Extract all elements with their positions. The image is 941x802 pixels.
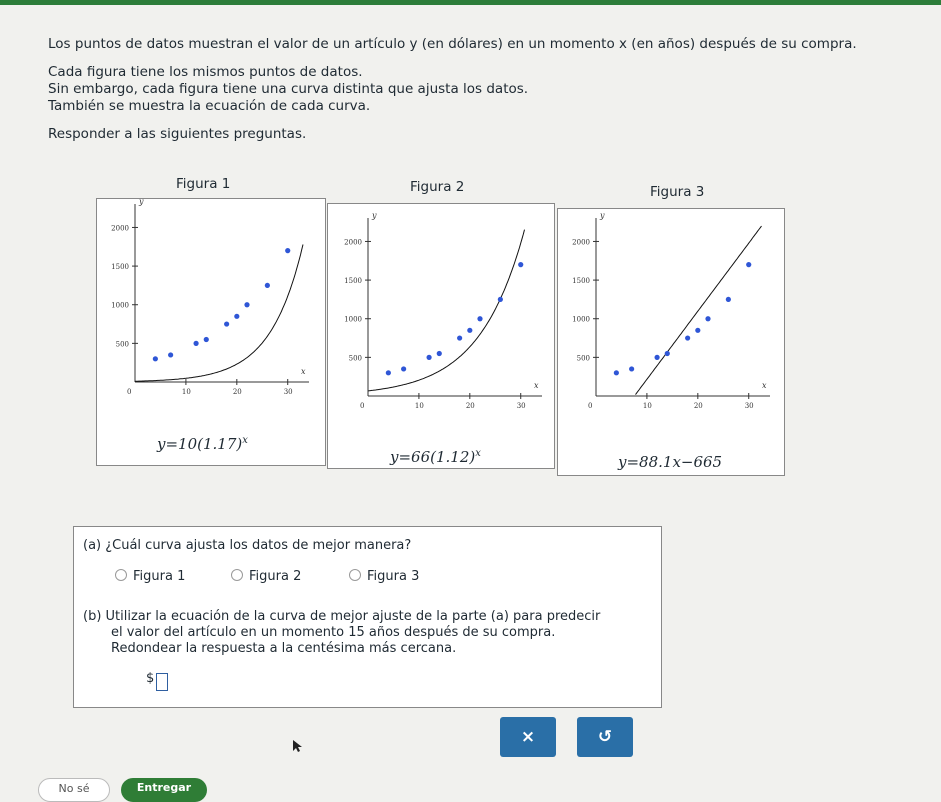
data-point bbox=[746, 262, 751, 267]
data-point bbox=[204, 337, 209, 342]
x-tick-label: 10 bbox=[642, 402, 652, 410]
data-point bbox=[695, 328, 700, 333]
x-tick-label: 0 bbox=[360, 402, 365, 410]
problem-statement bbox=[48, 36, 928, 143]
data-point bbox=[477, 316, 482, 321]
data-point bbox=[498, 297, 503, 302]
data-point bbox=[224, 321, 229, 326]
y-tick-label: 1000 bbox=[344, 315, 362, 324]
y-tick-label: 1500 bbox=[344, 277, 362, 286]
intro-line: También se muestra la ecuación de cada curva. bbox=[48, 98, 371, 114]
x-tick-label: 20 bbox=[465, 402, 475, 410]
question-panel bbox=[73, 526, 662, 708]
reset-button[interactable]: ↺ bbox=[577, 717, 633, 757]
intro-line: Responder a las siguientes preguntas. bbox=[48, 126, 307, 142]
option-label: Figura 3 bbox=[367, 569, 420, 584]
data-point bbox=[614, 370, 619, 375]
data-point bbox=[193, 341, 198, 346]
option-label: Figura 1 bbox=[133, 569, 186, 584]
x-axis-label: x bbox=[534, 381, 539, 390]
x-tick-label: 20 bbox=[693, 402, 703, 410]
figure-1-panel bbox=[96, 198, 326, 466]
data-point bbox=[234, 314, 239, 319]
radio-button[interactable] bbox=[115, 569, 127, 581]
option-figura-1[interactable] bbox=[115, 569, 185, 584]
x-tick-label: 20 bbox=[232, 388, 242, 396]
fit-curve bbox=[636, 226, 762, 395]
figure-3-chart bbox=[558, 209, 784, 475]
x-tick-label: 0 bbox=[588, 402, 593, 410]
answer-input[interactable] bbox=[156, 673, 168, 691]
x-tick-label: 30 bbox=[516, 402, 526, 410]
data-point bbox=[386, 370, 391, 375]
y-axis-label: y bbox=[372, 211, 377, 220]
y-tick-label: 500 bbox=[576, 354, 590, 363]
x-axis-label: x bbox=[301, 367, 306, 376]
intro-line: Sin embargo, cada figura tiene una curva distinta que ajusta los datos. bbox=[48, 81, 529, 97]
top-bar bbox=[0, 0, 941, 5]
data-point bbox=[726, 297, 731, 302]
figure-2-title: Figura 2 bbox=[410, 179, 465, 195]
y-tick-label: 2000 bbox=[572, 238, 590, 247]
data-point bbox=[467, 328, 472, 333]
intro-line: Los puntos de datos muestran el valor de un artículo y (en dólares) en un momento x (en años) después de su compra. bbox=[48, 36, 857, 52]
option-figura-2[interactable] bbox=[231, 569, 301, 584]
intro-line: Cada figura tiene los mismos puntos de datos. bbox=[48, 64, 363, 80]
y-axis-label: y bbox=[600, 211, 605, 220]
x-tick-label: 0 bbox=[127, 388, 132, 396]
submit-button[interactable]: Entregar bbox=[121, 778, 207, 802]
data-point bbox=[705, 316, 710, 321]
clear-button[interactable]: × bbox=[500, 717, 556, 757]
data-point bbox=[244, 302, 249, 307]
figure-3-equation: y=88.1x−665 bbox=[618, 453, 723, 471]
data-point bbox=[457, 335, 462, 340]
radio-button[interactable] bbox=[231, 569, 243, 581]
y-tick-label: 500 bbox=[115, 340, 129, 349]
figure-2-equation: $y=66(1.12)^x$ bbox=[390, 448, 481, 466]
currency-symbol: $ bbox=[146, 671, 155, 686]
figure-3-panel bbox=[557, 208, 785, 476]
radio-button[interactable] bbox=[349, 569, 361, 581]
y-tick-label: 1000 bbox=[111, 301, 129, 310]
x-tick-label: 30 bbox=[283, 388, 293, 396]
data-point bbox=[401, 366, 406, 371]
data-point bbox=[285, 248, 290, 253]
mouse-cursor-icon bbox=[292, 739, 302, 753]
y-tick-label: 1000 bbox=[572, 315, 590, 324]
x-tick-label: 10 bbox=[414, 402, 424, 410]
option-label: Figura 2 bbox=[249, 569, 302, 584]
y-tick-label: 1500 bbox=[111, 263, 129, 272]
data-point bbox=[518, 262, 523, 267]
dont-know-button[interactable]: No sé bbox=[38, 778, 110, 802]
y-tick-label: 2000 bbox=[344, 238, 362, 247]
figure-1-equation: $y=10(1.17)^x$ bbox=[157, 435, 248, 453]
y-tick-label: 1500 bbox=[572, 277, 590, 286]
data-point bbox=[153, 356, 158, 361]
figure-3-title: Figura 3 bbox=[650, 184, 705, 200]
data-point bbox=[685, 335, 690, 340]
figure-2-chart bbox=[328, 204, 554, 468]
question-b-line: el valor del artículo en un momento 15 años después de su compra. bbox=[111, 625, 556, 640]
x-tick-label: 10 bbox=[181, 388, 191, 396]
y-tick-label: 2000 bbox=[111, 224, 129, 233]
data-point bbox=[654, 355, 659, 360]
question-b-text bbox=[83, 609, 653, 657]
y-axis-label: y bbox=[139, 199, 144, 206]
data-point bbox=[265, 283, 270, 288]
x-tick-label: 30 bbox=[744, 402, 754, 410]
data-point bbox=[665, 351, 670, 356]
data-point bbox=[437, 351, 442, 356]
question-b-line: (b) Utilizar la ecuación de la curva de mejor ajuste de la parte (a) para predecir bbox=[83, 609, 601, 624]
figure-2-panel bbox=[327, 203, 555, 469]
fit-curve bbox=[135, 245, 303, 382]
data-point bbox=[629, 366, 634, 371]
question-b-line: Redondear la respuesta a la centésima más cercana. bbox=[111, 641, 457, 656]
y-tick-label: 500 bbox=[348, 354, 362, 363]
data-point bbox=[426, 355, 431, 360]
x-axis-label: x bbox=[762, 381, 767, 390]
data-point bbox=[168, 352, 173, 357]
fit-curve bbox=[368, 230, 525, 391]
figure-1-chart bbox=[97, 199, 325, 465]
figure-1-title: Figura 1 bbox=[176, 176, 231, 192]
option-figura-3[interactable] bbox=[349, 569, 419, 584]
question-a-label: (a) ¿Cuál curva ajusta los datos de mejor manera? bbox=[83, 538, 412, 553]
